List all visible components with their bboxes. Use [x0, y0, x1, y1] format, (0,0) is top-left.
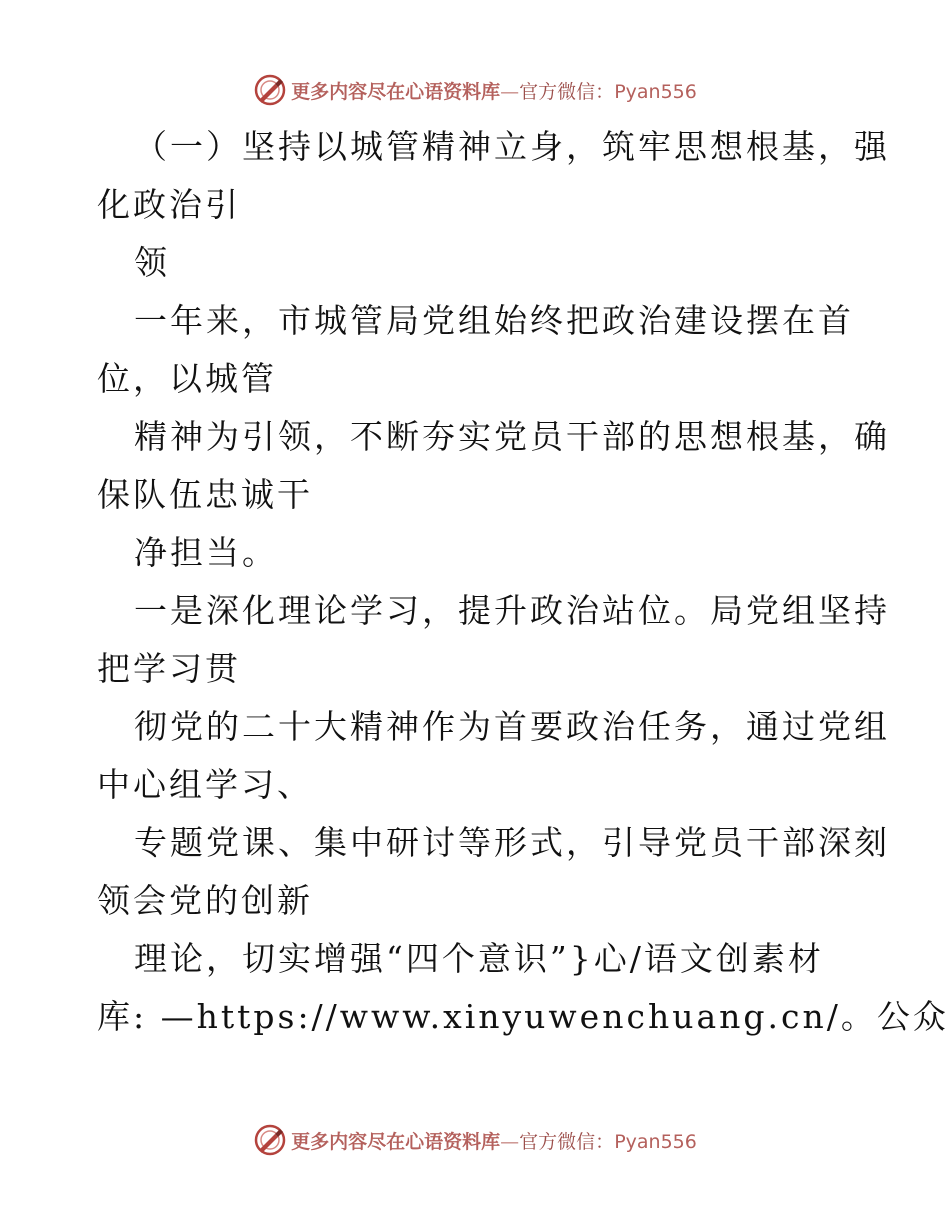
text-line: 位，以城管 [97, 359, 277, 398]
text-line: 一是深化理论学习，提升政治站位。局党组坚持 [134, 591, 890, 630]
footer-watermark [0, 1120, 950, 1160]
pen-logo-icon [253, 73, 287, 107]
watermark-text [291, 77, 697, 104]
text-line: （一）坚持以城管精神立身，筑牢思想根基，强 [134, 127, 890, 166]
watermark-wechat-label: 官方微信： [519, 1130, 615, 1153]
text-line: 精神为引领，不断夯实党员干部的思想根基，确 [134, 417, 890, 456]
watermark-site: 更多内容尽在心语资料库 [291, 1130, 501, 1153]
watermark-separator: — [500, 80, 520, 103]
text-line: 中心组学习、 [97, 765, 313, 804]
document-body [97, 118, 949, 1046]
text-line: 把学习贯 [97, 649, 241, 688]
header-watermark [0, 70, 950, 110]
watermark-text [291, 1127, 697, 1154]
text-line: 化政治引 [97, 185, 241, 224]
pen-logo-icon [253, 1123, 287, 1157]
watermark-wechat-id: Pyan556 [614, 1130, 697, 1153]
watermark-site: 更多内容尽在心语资料库 [291, 80, 501, 103]
text-line: 专题党课、集中研讨等形式，引导党员干部深刻 [134, 823, 890, 862]
text-line: 领会党的创新 [97, 881, 313, 920]
watermark-wechat-id: Pyan556 [614, 80, 697, 103]
watermark-separator: — [500, 1130, 520, 1153]
text-line: 净担当。 [134, 533, 278, 572]
text-line: 库: —https://www.xinyuwenchuang.cn/。公众 [97, 997, 949, 1036]
text-line: 领 [134, 243, 170, 282]
text-line: 一年来，市城管局党组始终把政治建设摆在首 [134, 301, 854, 340]
text-line: 彻党的二十大精神作为首要政治任务，通过党组 [134, 707, 890, 746]
text-line: 保队伍忠诚干 [97, 475, 313, 514]
watermark-wechat-label: 官方微信： [519, 80, 615, 103]
text-line: 理论，切实增强“四个意识”}心/语文创素材 [134, 939, 824, 978]
